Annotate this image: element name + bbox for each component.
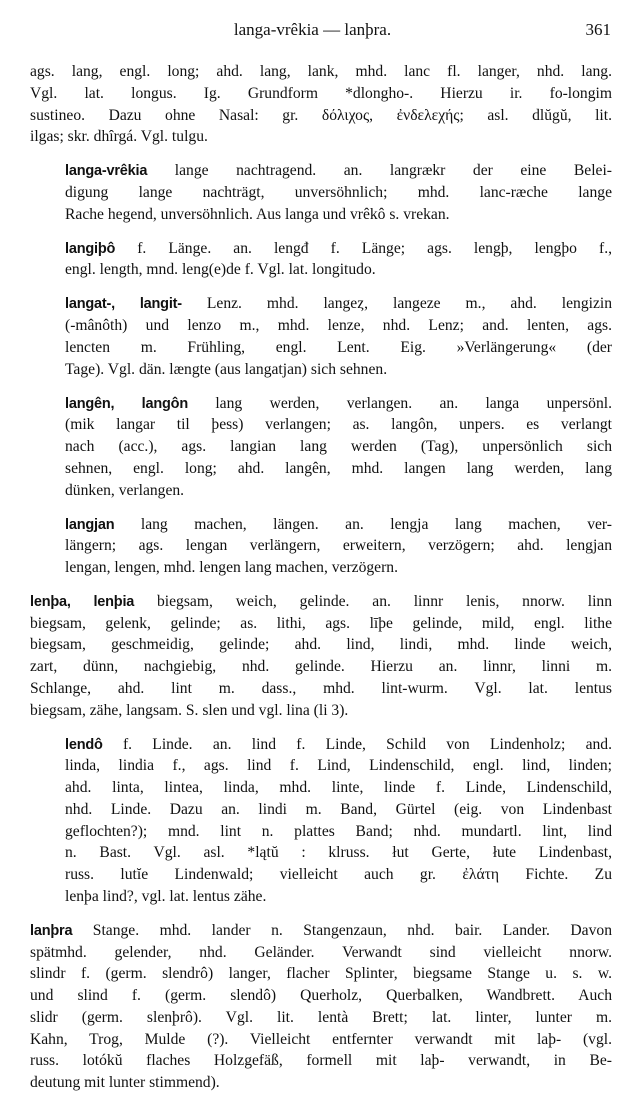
entry-text: zart, dünn, nachgiebig, nhd. gelinde. Hierzu an. linnr, linni m.: [30, 658, 612, 676]
entry-text: lang werden, verlangen. an. langa unpersönl.: [187, 394, 612, 412]
entry-line: [65, 822, 612, 842]
page-number: 361: [585, 20, 611, 39]
entry-text: biegsam, geschmeidig, gelinde; ahd. lind, lindi, mhd. linde weich,: [30, 636, 612, 654]
entry-text: ilgas; skr. dhîrgá. Vgl. tulgu.: [30, 128, 208, 146]
entry-text: biegsam, zähe, langsam. S. slen und vgl. lina (li 3).: [30, 701, 349, 719]
entry-line: [65, 338, 612, 358]
entry-text: und slind f. (germ. slendô) Querholz, Querbalken, Wandbrett. Auch: [30, 987, 612, 1005]
entry-text: Vgl. lat. longus. Ig. Grundform *dlongho-. Hierzu ir. fo-longim: [30, 84, 612, 102]
entry-text: Tage). Vgl. dän. længte (aus langatjan) sich sehnen.: [65, 360, 388, 378]
entry-text: dünken, verlangen.: [65, 481, 185, 499]
entry-line: [30, 1008, 612, 1028]
entry-text: sehnen, engl. long; ahd. langên, mhd. langen lang werden, lang: [65, 459, 612, 477]
entry-text: engl. length, mnd. leng(e)de f. Vgl. lat. longitudo.: [65, 261, 376, 279]
entry-line: [65, 437, 612, 457]
headword: langat-, langit-: [65, 296, 182, 313]
entry-text: russ. lotókŭ flaches Holzgefäß, formell mit laþ- verwandt, in Be-: [30, 1052, 612, 1070]
entry-line: [65, 205, 612, 225]
entry-line: [30, 964, 612, 984]
entry-text: lange nachtragend. an. langrækr der eine Belei-: [147, 162, 612, 180]
entry-line: [65, 536, 612, 556]
entry-first-line: [65, 515, 612, 535]
entry-line: [65, 183, 612, 203]
entry-text: lang machen, längen. an. lengja lang machen, ver-: [114, 515, 612, 533]
entry-line: [30, 1030, 612, 1050]
entry-first-line: [65, 394, 612, 414]
entry-text: biegsam, weich, gelinde. an. linnr lenis, nnorw. linn: [134, 592, 613, 610]
entry-line: [30, 943, 612, 963]
entry-first-line: [65, 239, 612, 259]
running-header-title: langa-vrêkia — lanþra.: [233, 20, 392, 39]
entry-line: [30, 1051, 612, 1071]
entry-text: Rache hegend, unversöhnlich. Aus langa und vrêkô s. vrekan.: [65, 205, 450, 223]
entry-text: geflochten?); mnd. lint n. plattes Band; nhd. mundartl. lint, lind: [65, 822, 612, 840]
entry-text: slindr f. (germ. slendrô) langer, flacher Splinter, biegsame Stange u. s. w.: [30, 965, 612, 983]
entry-line: [30, 701, 612, 721]
headword: lanþra: [30, 922, 73, 939]
entry-line: [65, 756, 612, 776]
entry-text: f. Linde. an. lind f. Linde, Schild von Lindenholz; and.: [102, 735, 612, 753]
entry-line: [65, 843, 612, 863]
entry-text: Kahn, Trog, Mulde (?). Vielleicht entfernter verwandt mit laþ- (vgl.: [30, 1030, 612, 1048]
entry-line: [65, 459, 612, 479]
entry-line: [65, 865, 612, 885]
entry-text: deutung mit lunter stimmend).: [30, 1074, 220, 1092]
entry-line: [65, 887, 612, 907]
headword: lendô: [65, 736, 103, 753]
entry-line: [30, 679, 612, 699]
entry-line: [65, 778, 612, 798]
entry-first-line: [65, 735, 612, 755]
entry-text: russ. lutĭe Lindenwald; vielleicht auch gr. ἐλάτη Fichte. Zu: [65, 866, 612, 884]
entry-line: [30, 986, 612, 1006]
entry-text: ags. lang, engl. long; ahd. lang, lank, mhd. lanc fl. langer, nhd. lang.: [30, 63, 612, 80]
entry-text: spätmhd. gelender, nhd. Geländer. Verwandt sind vielleicht nnorw.: [30, 943, 612, 961]
entry-text: digung lange nachträgt, unversöhnlich; mhd. lanc-ræche lange: [65, 183, 612, 201]
entry-text: biegsam, gelenk, gelinde; as. lithi, ags. līþe gelinde, mild, engl. lithe: [30, 614, 612, 632]
entry-text: ahd. linta, lintea, linda, mhd. linte, linde f. Linde, Lindenschild,: [65, 779, 612, 797]
entry-line: [65, 360, 612, 380]
headword: langjan: [65, 516, 115, 533]
entry-text: linda, lindia f., ags. lind f. Lind, Lindenschild, engl. lind, linden;: [65, 757, 612, 775]
entry-text: Lenz. mhd. langeȥ, langeze m., ahd. lengizin: [181, 295, 612, 313]
entry-first-line: [30, 62, 612, 82]
entry-text: nhd. Linde. Dazu an. lindi m. Band, Gürtel (eig. von Lindenbast: [65, 800, 612, 818]
entry-text: lencten m. Frühling, engl. Lent. Eig. »Verlängerung« (der: [65, 338, 612, 356]
entry-line: [30, 614, 612, 634]
entry-first-line: [30, 592, 612, 612]
entry-line: [30, 635, 612, 655]
entry-text: slidr (germ. slenþrô). Vgl. lit. lentà Brett; lat. linter, lunter m.: [30, 1008, 612, 1026]
entry-line: [30, 127, 612, 147]
entry-first-line: [30, 921, 612, 941]
entry-text: f. Länge. an. lengđ f. Länge; ags. lengþ, lengþo f.,: [115, 239, 612, 257]
entry-line: [65, 481, 612, 501]
headword: langên, langôn: [65, 395, 188, 412]
entry-text: lenþa lind?, vgl. lat. lentus zähe.: [65, 887, 267, 905]
entry-first-line: [65, 161, 612, 181]
entry-text: Schlange, ahd. lint m. dass., mhd. lint-wurm. Vgl. lat. lentus: [30, 679, 612, 697]
headword: langa-vrêkia: [65, 163, 148, 180]
entry-line: [65, 800, 612, 820]
entry-text: längern; ags. lengan verlängern, erweitern, verzögern; ahd. lengjan: [65, 537, 612, 555]
entry-text: nach (acc.), ags. langian lang werden (Tag), unpersönlich sich: [65, 438, 612, 456]
entry-line: [30, 106, 612, 126]
entry-line: [30, 657, 612, 677]
entry-first-line: [65, 294, 612, 314]
entry-line: [65, 316, 612, 336]
headword: langiþô: [65, 240, 116, 257]
entry-text: lengan, lengen, mhd. lengen lang machen, verzögern.: [65, 559, 398, 576]
entry-text: (-mânôth) und lenzo m., mhd. lenze, nhd. Lenz; and. lenten, ags.: [65, 317, 612, 335]
entry-text: Stange. mhd. lander n. Stangenzaun, nhd. bair. Lander. Davon: [72, 921, 612, 939]
entry-text: n. Bast. Vgl. asl. *lątŭ : klruss. łut Gerte, łute Lindenbast,: [65, 844, 612, 862]
entry-text: (mik langar til þess) verlangen; as. langôn, unpers. es verlangt: [65, 416, 612, 434]
headword: lenþa, lenþia: [30, 593, 135, 610]
entry-line: [65, 558, 612, 578]
entry-line: [65, 260, 612, 280]
entry-line: [30, 1073, 612, 1093]
entry-text: sustineo. Dazu ohne Nasal: gr. δόλιχος, ἐνδελεχής; asl. dlŭgŭ, lit.: [30, 106, 612, 124]
entry-line: [30, 84, 612, 104]
entry-line: [65, 415, 612, 435]
